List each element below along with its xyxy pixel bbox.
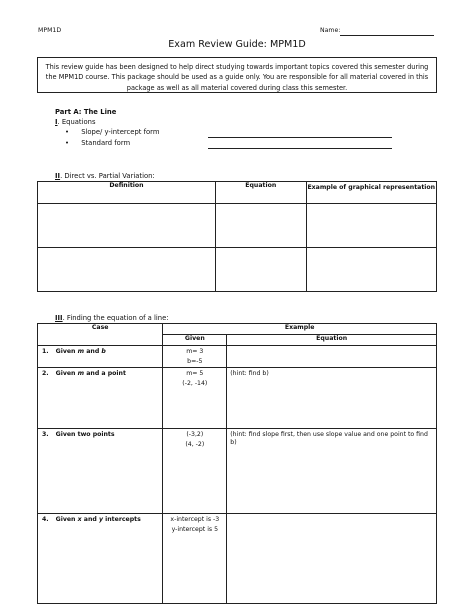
case-cell bbox=[38, 346, 163, 368]
name-label: Name: bbox=[320, 27, 341, 34]
table-cell[interactable] bbox=[215, 204, 306, 248]
intro-box bbox=[37, 57, 437, 93]
part-a-heading: Part A: The Line bbox=[55, 108, 117, 116]
course-code: MPM1D bbox=[38, 27, 62, 34]
given-cell bbox=[163, 346, 227, 368]
table-cell[interactable] bbox=[38, 248, 216, 292]
given-value: (-3,2) bbox=[186, 431, 204, 438]
equation-cell[interactable] bbox=[227, 346, 437, 368]
table-row bbox=[38, 346, 437, 368]
table-row bbox=[38, 514, 437, 604]
answer-line-slope-form[interactable] bbox=[208, 137, 392, 138]
variation-table bbox=[37, 181, 437, 292]
equation-cell[interactable]: (hint: find b) bbox=[227, 368, 437, 429]
name-blank-line[interactable] bbox=[340, 35, 434, 36]
section-2-numeral: II bbox=[55, 172, 61, 180]
table-cell[interactable] bbox=[38, 204, 216, 248]
given-value: m= 3 bbox=[186, 348, 204, 355]
equation-cell[interactable] bbox=[227, 514, 437, 604]
case-label: Given m and b bbox=[55, 348, 106, 355]
section-3-label: . Finding the equation of a line: bbox=[62, 314, 169, 322]
column-header-case: Case bbox=[38, 324, 163, 346]
given-value: y-intercept is 5 bbox=[171, 526, 219, 533]
table-row bbox=[38, 204, 437, 248]
section-3-heading bbox=[55, 314, 169, 322]
case-label: Given m and a point bbox=[55, 370, 126, 377]
bullet-icon: • bbox=[65, 139, 70, 147]
case-cell bbox=[38, 429, 163, 514]
column-header-example: Example bbox=[163, 324, 437, 335]
table-row bbox=[38, 182, 437, 204]
answer-line-standard-form[interactable] bbox=[208, 148, 392, 149]
table-row bbox=[38, 324, 437, 335]
column-header-given: Given bbox=[163, 335, 227, 346]
column-header-definition: Definition bbox=[38, 182, 216, 204]
list-item bbox=[65, 128, 159, 136]
given-value: (4, -2) bbox=[185, 441, 205, 448]
case-cell bbox=[38, 514, 163, 604]
given-value: b=-5 bbox=[187, 358, 203, 365]
case-label: Given x and y intercepts bbox=[55, 516, 141, 523]
list-item-label: Slope/ y-intercept form bbox=[81, 128, 160, 136]
section-2-label: . Direct vs. Partial Variation: bbox=[60, 172, 155, 180]
given-value: m= 5 bbox=[186, 370, 204, 377]
list-item-label: Standard form bbox=[81, 139, 131, 147]
section-3-numeral: III bbox=[55, 314, 63, 322]
table-row bbox=[38, 429, 437, 514]
given-value: (-2, -14) bbox=[182, 380, 208, 387]
given-cell bbox=[163, 368, 227, 429]
section-2-heading bbox=[55, 172, 155, 180]
case-cell bbox=[38, 368, 163, 429]
list-item bbox=[65, 139, 130, 147]
intro-text: This review guide has been designed to help direct studying towards important topics covered this semester during the MPM1D course. This package should be used as a guide only. You are responsible for all material covered in this package as well as all material covered during class this semester. bbox=[45, 63, 429, 92]
column-header-graphical: Example of graphical representation bbox=[306, 182, 436, 204]
case-number: 4. bbox=[42, 516, 49, 523]
given-value: x-intercept is -3 bbox=[170, 516, 220, 523]
section-1-heading bbox=[55, 118, 96, 126]
table-row bbox=[38, 368, 437, 429]
given-cell bbox=[163, 429, 227, 514]
case-number: 3. bbox=[42, 431, 49, 438]
page-title: Exam Review Guide: MPM1D bbox=[168, 39, 306, 50]
section-1-numeral: I bbox=[55, 118, 58, 126]
table-cell[interactable] bbox=[215, 248, 306, 292]
table-cell[interactable] bbox=[306, 248, 436, 292]
equation-cell[interactable]: (hint: find slope first, then use slope value and one point to find b) bbox=[227, 429, 437, 514]
bullet-icon: • bbox=[65, 128, 70, 136]
case-number: 2. bbox=[42, 370, 49, 377]
equation-table bbox=[37, 323, 437, 604]
section-1-label: . Equations bbox=[57, 118, 96, 126]
column-header-equation: Equation bbox=[215, 182, 306, 204]
table-row bbox=[38, 248, 437, 292]
table-cell[interactable] bbox=[306, 204, 436, 248]
column-header-equation: Equation bbox=[227, 335, 437, 346]
case-number: 1. bbox=[42, 348, 49, 355]
given-cell bbox=[163, 514, 227, 604]
case-label: Given two points bbox=[55, 431, 115, 438]
